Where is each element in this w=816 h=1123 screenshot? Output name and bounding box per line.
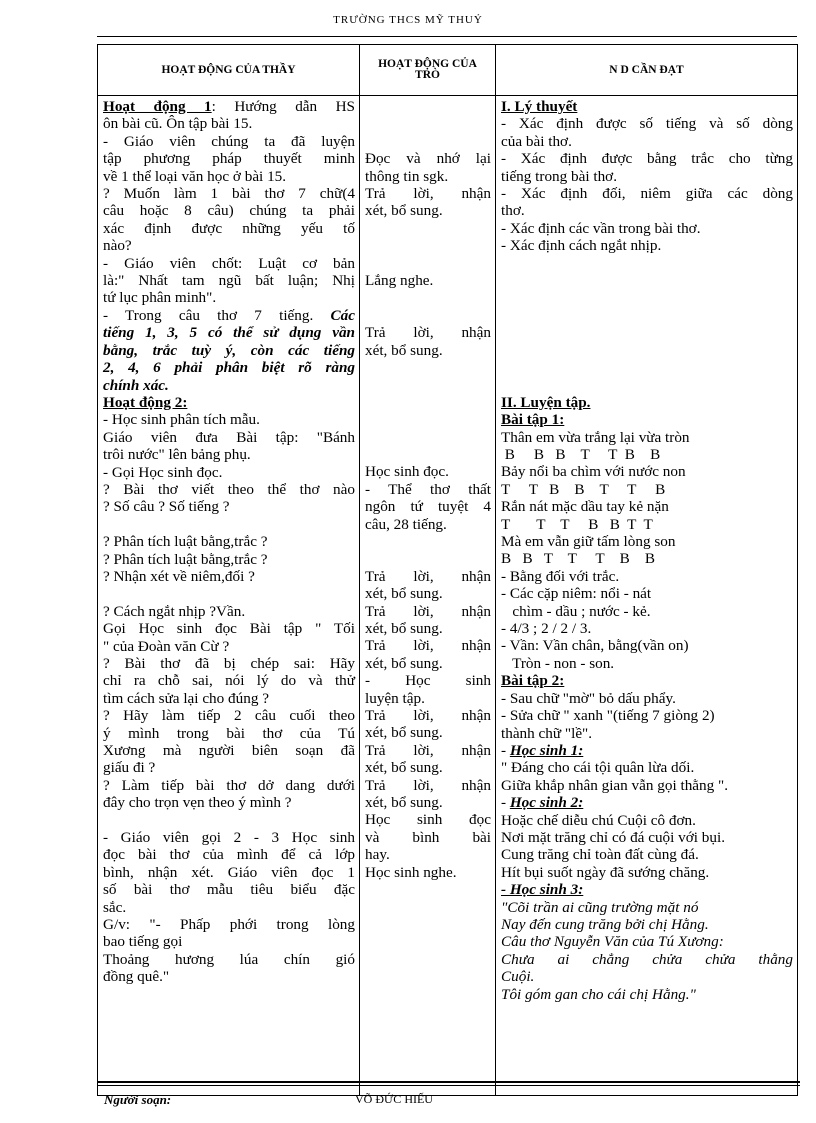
text-run: bằng, trắc tuỳ ý, còn các tiếng: [103, 341, 355, 359]
text-line: [365, 150, 491, 167]
text-line: [365, 759, 491, 776]
text-run: thành chữ "lề".: [501, 724, 593, 742]
text-line: [103, 725, 355, 742]
text-run: bình, nhận xét. Giáo viên đọc 1: [103, 863, 355, 881]
text-run: "Cõi trần ai cũng trường mặt nó: [501, 898, 699, 916]
text-line: [103, 202, 355, 219]
text-run: - Trong câu thơ 7 tiếng.: [103, 306, 331, 324]
text-line: [501, 585, 793, 602]
text-line: [501, 237, 793, 254]
footer-rule: [97, 1081, 800, 1083]
text-line: [501, 98, 793, 115]
text-run: số bài thơ mẫu tiêu biểu đặc: [103, 881, 355, 899]
page-header: TRƯỜNG THCS MỸ THUỶ: [333, 14, 483, 26]
text-line: [103, 829, 355, 846]
text-line: [365, 324, 491, 341]
text-line: [365, 864, 491, 881]
text-line: [501, 603, 793, 620]
text-run: Chưa ai chẳng chửa chửa thằng: [501, 950, 793, 968]
text-run: xét, bổ sung.: [365, 585, 443, 603]
text-run: Học sinh đọc: [365, 811, 491, 829]
text-run: Thân em vừa trắng lại vừa tròn: [501, 428, 690, 446]
text-line: [103, 446, 355, 463]
text-line: [501, 429, 793, 446]
text-line: [103, 690, 355, 707]
text-run: tiếng trong bài thơ.: [501, 167, 618, 185]
text-run: luyện tập.: [365, 689, 425, 707]
text-run: đọc bài thơ của mình để cả lớp: [103, 846, 355, 864]
text-run: chính xác.: [103, 376, 169, 394]
text-run: " Đáng cho cái tội quân lừa dối.: [501, 759, 695, 777]
text-run: Học sinh nghe.: [365, 863, 457, 881]
text-line: [365, 690, 491, 707]
text-run: Mà em vẫn giữ tấm lòng son: [501, 533, 676, 551]
text-run: Trả lời, nhận: [365, 741, 491, 759]
text-line: [501, 185, 793, 202]
content-column: [496, 96, 798, 1096]
text-line: [365, 603, 491, 620]
text-line: [365, 707, 491, 724]
text-run: Nơi mặt trăng chỉ có đá cuội với bụi.: [501, 828, 725, 846]
text-run: đây cho trọn vẹn theo ý mình ?: [103, 794, 292, 812]
text-line: [103, 185, 355, 202]
text-run: Thoảng hương lúa chín gió: [103, 950, 355, 968]
text-run: Học sinh đọc.: [365, 463, 449, 481]
text-run: ngôn tứ tuyệt 4: [365, 498, 491, 516]
text-line: [365, 429, 491, 446]
text-line: [103, 812, 355, 829]
text-run: tập phương pháp thuyết minh: [103, 150, 355, 168]
text-line: [103, 377, 355, 394]
text-line: [365, 829, 491, 846]
header-student: HOẠT ĐỘNG CỦA TRÒ: [360, 45, 496, 96]
text-run: Trả lời, nhận: [365, 776, 491, 794]
text-run: Giữa khắp nhân gian vẫn gọi thằng ".: [501, 776, 729, 794]
text-run: xét, bổ sung.: [365, 619, 443, 637]
student-column: [360, 96, 496, 1096]
text-run: tứ lục phân minh".: [103, 289, 217, 307]
text-line: [501, 342, 793, 359]
text-line: [103, 498, 355, 515]
text-line: [103, 881, 355, 898]
text-line: [365, 655, 491, 672]
text-line: [365, 133, 491, 150]
text-line: [501, 324, 793, 341]
text-run: Học sinh 2:: [509, 794, 584, 812]
text-run: - Học sinh phân tích mẫu.: [103, 411, 260, 429]
text-run: ? Muốn làm 1 bài thơ 7 chữ(4: [103, 185, 355, 203]
text-line: [501, 829, 793, 846]
text-line: [103, 411, 355, 428]
text-line: [103, 533, 355, 550]
text-line: [365, 620, 491, 637]
text-line: [365, 516, 491, 533]
text-line: [103, 672, 355, 689]
text-run: xét, bổ sung.: [365, 654, 443, 672]
text-run: - Các cặp niêm: nổi - nát: [501, 585, 652, 603]
text-run: Trả lời, nhận: [365, 567, 491, 585]
text-run: - Gọi Học sinh đọc.: [103, 463, 223, 481]
header-teacher: HOẠT ĐỘNG CỦA THẦY: [98, 45, 360, 96]
text-line: [365, 463, 491, 480]
text-run: là:" Nhất tam ngũ bất luận; Nhị: [103, 272, 355, 290]
text-line: [103, 638, 355, 655]
text-run: Rắn nát mặc dầu tay kẻ nặn: [501, 498, 669, 516]
text-run: Trả lời, nhận: [365, 637, 491, 655]
text-line: [103, 794, 355, 811]
text-run: Lắng nghe.: [365, 271, 434, 289]
text-line: [501, 986, 793, 1003]
text-run: - Bằng đối với trắc.: [501, 567, 620, 585]
text-run: - Xác định được bằng trắc cho từng: [501, 150, 793, 168]
text-line: [103, 307, 355, 324]
text-run: Nay đến cung trăng bởi chị Hằng.: [501, 915, 709, 933]
text-run: của bài thơ.: [501, 132, 572, 150]
text-line: [103, 759, 355, 776]
text-line: [103, 237, 355, 254]
table-header-row: [98, 45, 798, 96]
text-run: câu hoặc 8 câu) chúng ta phải: [103, 202, 355, 220]
text-run: xét, bổ sung.: [365, 202, 443, 220]
text-line: [365, 533, 491, 550]
text-run: thơ.: [501, 202, 525, 220]
text-line: [103, 359, 355, 376]
text-line: [103, 899, 355, 916]
text-line: [103, 115, 355, 132]
text-run: - Xác định được số tiếng và số dòng: [501, 115, 793, 133]
text-run: - Sửa chữ " xanh "(tiếng 7 giòng 2): [501, 707, 715, 725]
text-run: - Thể thơ thất: [365, 480, 491, 498]
text-line: [365, 411, 491, 428]
text-line: [501, 376, 793, 393]
text-line: [365, 307, 491, 324]
text-run: Giáo viên đưa Bài tập: "Bánh: [103, 428, 355, 446]
text-line: [501, 725, 793, 742]
text-run: T T T B B T T: [501, 515, 653, 533]
text-line: [365, 446, 491, 463]
text-line: [103, 551, 355, 568]
text-line: [501, 951, 793, 968]
text-line: [501, 968, 793, 985]
text-line: [501, 672, 793, 689]
text-line: [501, 115, 793, 132]
text-run: xét, bổ sung.: [365, 759, 443, 777]
lesson-table: [97, 44, 798, 1096]
text-line: [103, 568, 355, 585]
text-line: [103, 150, 355, 167]
footer-author-label: Người soạn:: [104, 1092, 172, 1107]
text-line: [501, 202, 793, 219]
text-line: [501, 812, 793, 829]
text-run: : Hướng dẫn HS: [211, 98, 356, 115]
text-line: [103, 968, 355, 985]
text-run: - 4/3 ; 2 / 2 / 3.: [501, 620, 592, 638]
text-line: [103, 585, 355, 602]
text-run: Hoạt động 2:: [103, 393, 188, 411]
text-line: [103, 603, 355, 620]
text-line: [103, 464, 355, 481]
text-line: [103, 168, 355, 185]
text-run: xác định được những yếu tố: [103, 219, 355, 237]
text-run: II. Luyện tập.: [501, 393, 591, 411]
text-line: [501, 446, 793, 463]
text-run: Hoặc chế diễu chú Cuội cô đơn.: [501, 811, 696, 829]
text-run: Bài tập 1:: [501, 411, 565, 429]
text-line: [501, 794, 793, 811]
text-run: bao tiếng gọi: [103, 933, 183, 951]
text-line: [103, 742, 355, 759]
text-line: [501, 133, 793, 150]
text-run: sắc.: [103, 898, 127, 916]
text-line: [501, 220, 793, 237]
text-line: [365, 481, 491, 498]
text-line: [365, 255, 491, 272]
text-run: Hít bụi suốt ngày đã sướng chăng.: [501, 863, 710, 881]
text-line: [365, 289, 491, 306]
text-line: [501, 899, 793, 916]
text-line: [365, 846, 491, 863]
text-line: [365, 185, 491, 202]
text-line: [501, 568, 793, 585]
text-run: - Vần: Vần chân, bằng(vần on): [501, 637, 689, 655]
text-run: " của Đoàn văn Cừ ?: [103, 637, 230, 655]
text-line: [365, 498, 491, 515]
text-run: Trả lời, nhận: [365, 324, 491, 342]
text-line: [365, 672, 491, 689]
text-run: về 1 thể loại văn học ở bài 15.: [103, 167, 287, 185]
text-run: chìm - dầu ; nước - kẻ.: [501, 602, 651, 620]
table-body-row: [98, 96, 798, 1096]
text-line: [501, 846, 793, 863]
text-run: -: [501, 741, 510, 759]
text-line: [103, 272, 355, 289]
text-line: [501, 690, 793, 707]
text-run: Hoạt động 1: [103, 98, 212, 115]
text-run: Câu thơ Nguyễn Văn của Tú Xương:: [501, 933, 724, 951]
text-line: [501, 916, 793, 933]
text-line: [501, 289, 793, 306]
text-line: [103, 864, 355, 881]
text-run: T T B B T T B: [501, 480, 666, 498]
text-run: ? Bài thơ đã bị chép sai: Hãy: [103, 654, 355, 672]
text-run: Cuội.: [501, 968, 535, 986]
text-run: - Học sinh 3:: [501, 881, 584, 899]
text-line: [365, 376, 491, 393]
text-run: ? Bài thơ viết theo thể thơ nào: [103, 480, 355, 498]
text-line: [103, 429, 355, 446]
text-run: ôn bài cũ. Ôn tập bài 15.: [103, 115, 253, 133]
text-run: - Xác định đối, niêm giữa các dòng: [501, 185, 793, 203]
text-run: ? Nhận xét về niêm,đối ?: [103, 567, 255, 585]
text-run: đồng quê.": [103, 968, 170, 986]
text-line: [501, 759, 793, 776]
text-line: [365, 585, 491, 602]
text-run: I. Lý thuyết: [501, 98, 578, 115]
text-run: Xương mà người biên soạn đã: [103, 742, 355, 759]
text-line: [365, 394, 491, 411]
text-line: [501, 481, 793, 498]
text-run: Học sinh 1:: [509, 741, 584, 759]
text-run: Bài tập 2:: [501, 672, 565, 690]
text-run: - Xác định các vần trong bài thơ.: [501, 219, 701, 237]
text-line: [103, 516, 355, 533]
text-line: [365, 98, 491, 115]
text-run: Cung trăng chỉ toàn đất cùng đá.: [501, 846, 699, 864]
text-line: [501, 168, 793, 185]
text-line: [103, 220, 355, 237]
text-run: ? Hãy làm tiếp 2 câu cuối theo: [103, 707, 355, 725]
text-run: và bình bài: [365, 828, 491, 846]
text-run: ? Làm tiếp bài thơ dở dang dưới: [103, 776, 355, 794]
text-line: [501, 655, 793, 672]
text-line: [501, 411, 793, 428]
text-line: [365, 237, 491, 254]
text-line: [501, 394, 793, 411]
text-line: [501, 272, 793, 289]
text-line: [501, 620, 793, 637]
text-run: Tôi góm gan cho cái chị Hằng.": [501, 985, 696, 1003]
teacher-column: [98, 96, 360, 1096]
text-line: [365, 359, 491, 376]
text-line: [103, 655, 355, 672]
text-line: [501, 933, 793, 950]
text-run: Tròn - non - son.: [501, 654, 615, 672]
text-line: [501, 498, 793, 515]
text-line: [103, 98, 355, 115]
text-line: [365, 115, 491, 132]
text-line: [365, 724, 491, 741]
text-line: [103, 289, 355, 306]
text-run: tiếng 1, 3, 5 có thể sử dụng vần: [103, 324, 355, 342]
text-run: - Học sinh: [365, 672, 491, 690]
text-run: xét, bổ sung.: [365, 794, 443, 811]
text-line: [103, 846, 355, 863]
text-line: [501, 777, 793, 794]
text-line: [365, 637, 491, 654]
text-run: Trả lời, nhận: [365, 706, 491, 724]
text-line: [103, 481, 355, 498]
text-line: [501, 533, 793, 550]
text-line: [501, 516, 793, 533]
text-run: - Giáo viên chốt: Luật cơ bản: [103, 254, 355, 272]
text-line: [103, 342, 355, 359]
text-line: [103, 933, 355, 950]
text-line: [365, 742, 491, 759]
footer-rule-thin: [97, 1085, 800, 1086]
text-run: ý mình trong bài thơ của Tú: [103, 724, 355, 742]
text-line: [501, 637, 793, 654]
text-run: chỉ ra chỗ sai, nói lý do và thử: [103, 672, 355, 690]
text-run: nào?: [103, 237, 132, 255]
header-rule: [97, 36, 797, 37]
text-line: [103, 324, 355, 341]
text-line: [365, 220, 491, 237]
text-run: Bảy nổi ba chìm với nước non: [501, 463, 686, 481]
text-run: Gọi Học sinh đọc Bài tập " Tối: [103, 620, 355, 638]
text-run: - Giáo viên chúng ta đã luyện: [103, 132, 355, 150]
text-run: - Sau chữ "mờ" bỏ dấu phẩy.: [501, 689, 676, 707]
text-run: thông tin sgk.: [365, 167, 449, 185]
text-run: -: [501, 794, 510, 812]
text-run: Các: [330, 306, 355, 324]
text-run: - Giáo viên gọi 2 - 3 Học sinh: [103, 829, 355, 847]
text-line: [501, 707, 793, 724]
text-run: Đọc và nhớ lại: [365, 150, 491, 168]
text-line: [365, 811, 491, 828]
text-run: Trả lời, nhận: [365, 184, 491, 202]
text-run: ? Số câu ? Số tiếng ?: [103, 498, 230, 516]
text-line: [365, 168, 491, 185]
text-run: - Xác định cách ngắt nhịp.: [501, 237, 662, 255]
text-line: [103, 777, 355, 794]
text-run: xét, bổ sung.: [365, 724, 443, 742]
text-line: [103, 916, 355, 933]
text-run: ? Cách ngắt nhịp ?Vần.: [103, 602, 246, 620]
text-run: tìm cách sửa lại cho đúng ?: [103, 689, 269, 707]
text-run: G/v: "- Phấp phới trong lòng: [103, 916, 355, 934]
text-line: [103, 620, 355, 637]
text-line: [365, 777, 491, 794]
text-run: câu, 28 tiếng.: [365, 515, 447, 533]
text-line: [501, 359, 793, 376]
text-run: ? Phân tích luật bằng,trắc ?: [103, 533, 268, 551]
text-line: [103, 707, 355, 724]
text-line: [103, 133, 355, 150]
text-line: [365, 202, 491, 219]
text-line: [501, 550, 793, 567]
header-content: N D CẦN ĐẠT: [496, 45, 798, 96]
text-run: xét, bổ sung.: [365, 341, 443, 359]
text-line: [501, 881, 793, 898]
text-run: hay.: [365, 846, 390, 864]
text-line: [103, 255, 355, 272]
text-line: [501, 864, 793, 881]
text-line: [365, 794, 491, 811]
text-line: [365, 272, 491, 289]
text-line: [365, 568, 491, 585]
text-line: [103, 394, 355, 411]
footer-author-name: VÕ ĐỨC HIẾU: [355, 1092, 433, 1106]
text-line: [501, 742, 793, 759]
text-line: [501, 150, 793, 167]
text-run: B B T T T B B: [501, 550, 656, 568]
text-run: trôi nước" lên bảng phụ.: [103, 446, 251, 464]
text-run: B B B T T B B: [501, 446, 661, 463]
text-run: Trả lời, nhận: [365, 602, 491, 620]
text-line: [365, 550, 491, 567]
text-line: [501, 463, 793, 480]
text-line: [501, 307, 793, 324]
text-line: [365, 342, 491, 359]
text-line: [501, 255, 793, 272]
text-line: [103, 951, 355, 968]
text-run: 2, 4, 6 phải phân biệt rõ ràng: [103, 359, 355, 377]
text-run: giấu đi ?: [103, 759, 156, 777]
text-run: ? Phân tích luật bằng,trắc ?: [103, 550, 268, 568]
